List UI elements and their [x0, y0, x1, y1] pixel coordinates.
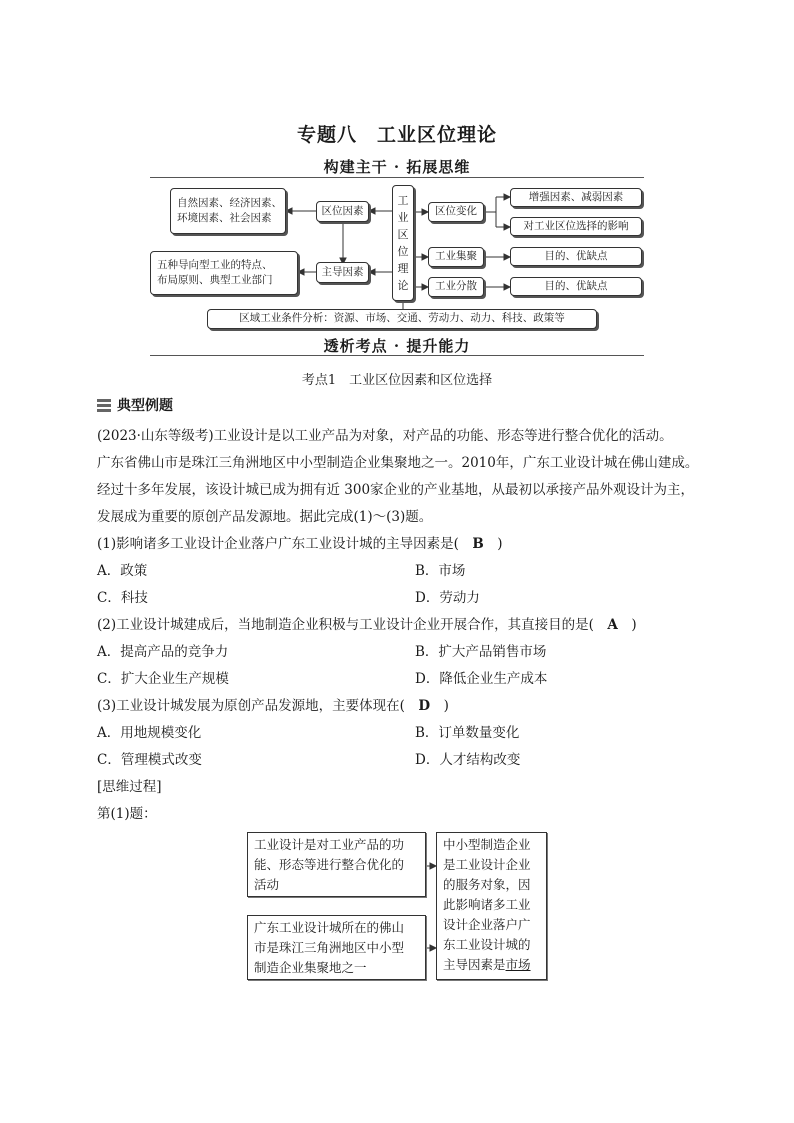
option-b: B．订单数量变化: [415, 725, 520, 741]
impact-on-location-box: 对工业区位选择的影响: [510, 217, 642, 236]
flow-line: 工业设计是对工业产品的功: [254, 837, 405, 852]
option-a: A．政策: [97, 563, 148, 579]
topic-heading: 考点1 工业区位因素和区位选择: [301, 373, 493, 388]
leading-factors-box: 主导因素: [316, 262, 369, 283]
flow-line: 此影响诸多工业: [443, 897, 531, 912]
question-text: (2)工业设计城建成后，当地制造企业积极与工业设计企业开展合作，其直接目的是(: [97, 617, 608, 633]
center-char: 业: [397, 210, 409, 224]
flow-line: 能、形态等进行整合优化的: [254, 857, 405, 872]
regional-conditions-box: 区域工业条件分析：资源、市场、交通、劳动力、动力、科技、政策等: [207, 309, 597, 329]
location-factors-box: 区位因素: [316, 201, 369, 222]
flow-answer-underlined: 市场: [505, 957, 531, 972]
thinking-process-label: [思维过程]: [97, 779, 162, 795]
question-text: (3)工业设计城发展为原创产品发源地，主要体现在(: [97, 698, 419, 714]
flow-line: 设计企业落户广: [443, 917, 531, 932]
flow-line: 是工业设计企业: [443, 857, 531, 872]
center-char: 工: [397, 193, 409, 207]
intro-line: 广东省佛山市是珠江三角洲地区中小型制造企业集聚地之一。2010年，广东工业设计城在佛山建成。: [97, 455, 699, 471]
dispersion-purpose-box: 目的、优缺点: [510, 277, 642, 296]
flow-line: 制造企业集聚地之一: [254, 960, 367, 975]
answer: B: [472, 536, 484, 552]
option-a: A．提高产品的竞争力: [97, 644, 229, 660]
flow-line: [443, 955, 540, 975]
flow-box-foshan: [247, 915, 426, 980]
flow-line: 广东工业设计城所在的佛山: [254, 920, 405, 935]
option-b: B．扩大产品销售市场: [415, 644, 547, 660]
question-close: ): [617, 617, 637, 633]
option-d: D．劳动力: [415, 590, 480, 606]
center-char: 区: [397, 227, 409, 241]
flow-box-conclusion: [436, 832, 547, 980]
section-header-analysis: 透析考点 · 提升能力: [323, 337, 471, 355]
center-char: 理: [397, 262, 409, 276]
question-close: ): [430, 698, 449, 714]
industrial-agglomeration-box: 工业集聚: [428, 247, 484, 267]
box-line: 环境因素、社会因素: [177, 212, 272, 224]
location-change-box: 区位变化: [428, 202, 484, 222]
answer: D: [418, 698, 431, 714]
flow-line: 市是珠江三角洲地区中小型: [254, 940, 405, 955]
flow-line: 中小型制造企业: [443, 837, 531, 852]
question-close: ): [483, 536, 503, 552]
intro-line: 发展成为重要的原创产品发源地。据此完成(1)～(3)题。: [97, 509, 433, 525]
agglomeration-purpose-box: 目的、优缺点: [510, 247, 642, 266]
center-char: 论: [397, 279, 409, 293]
question-1-label: 第(1)题：: [97, 806, 157, 822]
option-c: C．管理模式改变: [97, 752, 202, 768]
flow-line: 活动: [254, 877, 280, 892]
page-title: 专题八 工业区位理论: [296, 124, 497, 146]
option-d: D．人才结构改变: [415, 752, 521, 768]
box-line: 布局原则、典型工业部门: [157, 274, 273, 286]
option-c: C．扩大企业生产规模: [97, 671, 229, 687]
box-line: 自然因素、经济因素、: [177, 196, 282, 209]
section-header-structure: 构建主干 · 拓展思维: [323, 158, 471, 176]
flow-box-definition: [247, 832, 426, 897]
answer: A: [607, 617, 618, 633]
question-text: (1)影响诸多工业设计企业落户广东工业设计城的主导因素是(: [97, 536, 473, 552]
flow-line: 东工业设计城的: [443, 937, 531, 952]
flow-line: 的服务对象，因: [443, 877, 531, 892]
option-a: A．用地规模变化: [97, 725, 202, 741]
intro-line: (2023·山东等级考)工业设计是以工业产品为对象，对产品的功能、形态等进行整合优化的活动。: [97, 428, 673, 444]
option-b: B．市场: [415, 563, 466, 579]
option-d: D．降低企业生产成本: [415, 671, 548, 687]
example-heading-text: 典型例题: [117, 398, 173, 414]
center-char: 位: [397, 245, 409, 258]
option-c: C．科技: [97, 590, 148, 606]
intro-line: 经过十多年发展，该设计城已成为拥有近 300家企业的产业基地，从最初以承接产品外观设计为主，: [97, 482, 695, 498]
flow-text: 主导因素是: [443, 957, 506, 972]
strengthen-weaken-box: 增强因素、减弱因素: [510, 188, 642, 207]
box-line: 五种导向型工业的特点、: [157, 258, 273, 271]
industrial-dispersion-box: 工业分散: [428, 277, 484, 297]
